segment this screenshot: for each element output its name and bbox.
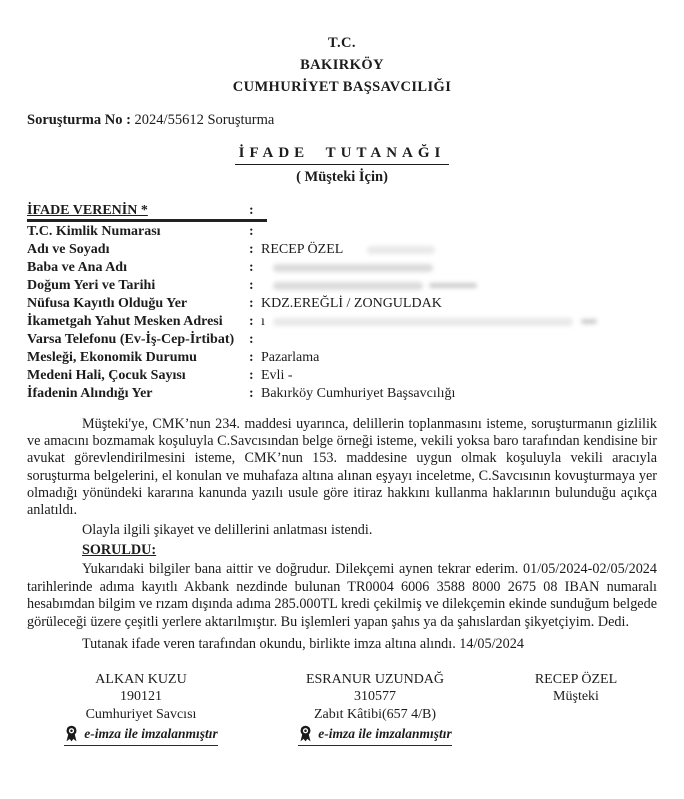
declarant-info-table bbox=[27, 202, 657, 403]
field-label: T.C. Kimlik Numarası bbox=[27, 224, 161, 239]
signer-registry-number: 310577 bbox=[354, 689, 396, 705]
signer-registry-number: 190121 bbox=[120, 689, 162, 705]
field-colon: : bbox=[249, 350, 254, 365]
field-row-phone bbox=[27, 331, 657, 349]
field-value bbox=[261, 259, 657, 277]
signer-title: Zabıt Kâtibi(657 4/B) bbox=[313, 706, 437, 722]
field-label: Varsa Telefonu (Ev-İş-Cep-İrtibat) bbox=[27, 332, 235, 347]
field-value: Evli - bbox=[261, 368, 293, 383]
field-value bbox=[261, 223, 657, 241]
field-value bbox=[261, 331, 657, 349]
redaction-smudge bbox=[273, 264, 433, 272]
signer-title: Cumhuriyet Savcısı bbox=[85, 706, 197, 722]
document-title: İFADE TUTANAĞI bbox=[235, 145, 450, 165]
field-label: Medeni Hali, Çocuk Sayısı bbox=[27, 368, 186, 383]
redaction-smudge bbox=[581, 319, 597, 324]
field-value: RECEP ÖZEL bbox=[261, 241, 657, 259]
letterhead-office: CUMHURİYET BAŞSAVCILIĞI bbox=[232, 79, 452, 95]
field-value: Pazarlama bbox=[261, 350, 320, 365]
statement-paragraph: Yukarıdaki bilgiler bana aittir ve doğrudur. Dilekçemi aynen tekrar ederim. 01/05/2024-02/05/2024 tarihlerinde adıma kayıtlı Akbank nezdinde bulunan TR0004 6006 3588 8000 2675 08 IBAN numaralı hesabımdan bilgim ve rızam dışında adıma 285.000TL kredi çekilmiş ve dilekçemin ekinde sunduğum belgede görüleceği üzere çeşitli yerlere aktarılmıştır. Bu işlemleri yapan şahıs ya da şahıslardan şikyetçiyim. Dedi. bbox=[27, 561, 657, 630]
field-label: Nüfusa Kayıtlı Olduğu Yer bbox=[27, 296, 188, 311]
field-value bbox=[261, 277, 657, 295]
field-label: İfadenin Alındığı Yer bbox=[27, 386, 153, 401]
field-colon: : bbox=[249, 368, 254, 383]
document-title-block bbox=[27, 144, 657, 186]
statement-body bbox=[27, 416, 657, 654]
rights-paragraph: Müşteki'ye, CMK’nun 234. maddesi uyarınca, delillerin toplanmasını isteme, soruşturmanın gizlilik ve amacını bozmamak koşuluyla C.Savcısından belge örneği isteme, vekili yoksa baro tarafından kendisine bir avukat görevlendirilmesini isteme, CMK’nun 153. maddesine uygun olmak koşuluyla vekili aracıyla soruşturma belgelerini, el konulan ve muhafaza altına alınan eşyayı inceletme, C.Savcısının kovuşturmaya yer olmadığı yönündeki kararına kanunda yazılı usule göre itiraz hakkını kullanma haklarının bulunduğu açıkça anlatıldı. bbox=[27, 416, 657, 519]
field-colon: : bbox=[249, 224, 254, 239]
field-label: Adı ve Soyadı bbox=[27, 242, 110, 257]
field-row-birth bbox=[27, 277, 657, 295]
field-label: İFADE VERENİN * bbox=[27, 203, 148, 218]
field-row-registry bbox=[27, 295, 657, 313]
field-label: Doğum Yeri ve Tarihi bbox=[27, 278, 156, 293]
redaction-smudge bbox=[273, 318, 573, 326]
divider-rule bbox=[27, 219, 267, 222]
letterhead-state: T.C. bbox=[328, 35, 356, 51]
field-row-name bbox=[27, 241, 657, 259]
field-colon: : bbox=[249, 278, 254, 293]
field-colon: : bbox=[249, 314, 254, 329]
request-line: Olayla ilgili şikayet ve delillerini anlatması istendi. bbox=[82, 522, 373, 539]
signature-clerk bbox=[255, 671, 495, 748]
e-signature-seal-icon bbox=[64, 725, 79, 742]
field-value: ı bbox=[261, 313, 657, 331]
field-row-marital bbox=[27, 367, 657, 385]
redaction-smudge bbox=[273, 282, 423, 290]
closing-line: Tutanak ifade veren tarafından okundu, birlikte imza altına alındı. 14/05/2024 bbox=[82, 636, 524, 653]
field-value: Bakırköy Cumhuriyet Başsavcılığı bbox=[261, 386, 456, 401]
signer-title: Müşteki bbox=[553, 689, 599, 705]
field-row-occupation bbox=[27, 349, 657, 367]
field-colon: : bbox=[249, 260, 254, 275]
signer-name: ESRANUR UZUNDAĞ bbox=[305, 671, 445, 687]
field-colon: : bbox=[249, 296, 254, 311]
e-signature-seal-icon bbox=[298, 725, 313, 742]
e-signature-stamp bbox=[298, 725, 452, 746]
field-colon: : bbox=[249, 386, 254, 401]
letterhead bbox=[27, 32, 657, 98]
signer-name: ALKAN KUZU bbox=[95, 671, 187, 687]
field-label: İkametgah Yahut Mesken Adresi bbox=[27, 314, 223, 329]
signature-prosecutor bbox=[27, 671, 255, 748]
case-number-value: 2024/55612 Soruşturma bbox=[134, 112, 275, 128]
case-number-label: Soruşturma No : bbox=[27, 112, 131, 128]
e-signature-text: e-imza ile imzalanmıştır bbox=[318, 726, 452, 742]
redaction-smudge bbox=[367, 246, 435, 254]
field-colon: : bbox=[249, 332, 254, 347]
soruldu-heading: SORULDU: bbox=[82, 542, 157, 559]
field-row-declarant-header bbox=[27, 202, 657, 220]
document-subtitle: ( Müşteki İçin) bbox=[296, 169, 388, 185]
signature-complainant bbox=[495, 671, 657, 748]
field-colon: : bbox=[249, 203, 254, 218]
field-row-parents bbox=[27, 259, 657, 277]
field-value bbox=[261, 202, 657, 220]
e-signature-stamp bbox=[64, 725, 218, 746]
field-colon: : bbox=[249, 242, 254, 257]
letterhead-city: BAKIRKÖY bbox=[300, 57, 384, 73]
field-label: Baba ve Ana Adı bbox=[27, 260, 127, 275]
field-value: KDZ.EREĞLİ / ZONGULDAK bbox=[261, 296, 442, 311]
case-number-line bbox=[27, 110, 657, 130]
redaction-smudge bbox=[429, 283, 477, 288]
signer-name: RECEP ÖZEL bbox=[534, 671, 618, 687]
field-row-id-number bbox=[27, 223, 657, 241]
field-label: Mesleği, Ekonomik Durumu bbox=[27, 350, 197, 365]
field-row-statement-place bbox=[27, 385, 657, 403]
signature-block bbox=[27, 671, 657, 748]
e-signature-text: e-imza ile imzalanmıştır bbox=[84, 726, 218, 742]
field-row-address bbox=[27, 313, 657, 331]
